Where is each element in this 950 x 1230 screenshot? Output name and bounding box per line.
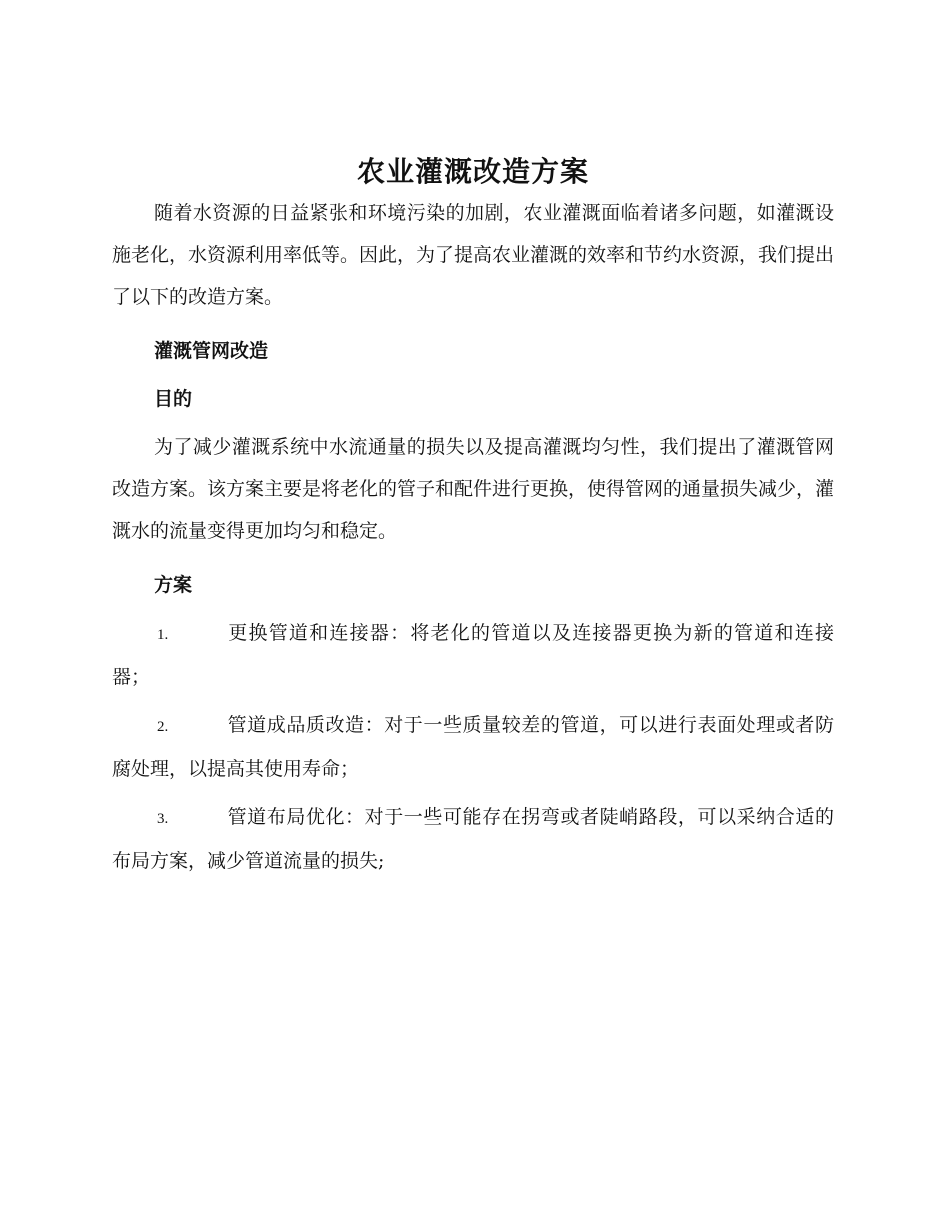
section-heading-pipe-network: 灌溉管网改造 (154, 340, 269, 362)
list-item (112, 704, 834, 790)
list-item-text: 管道成品质改造：对于一些质量较差的管道，可以进行表面处理或者防腐处理，以提高其使用寿命； (112, 714, 834, 780)
document-title: 农业灌溉改造方案 (356, 155, 589, 188)
list-item-text: 更换管道和连接器：将老化的管道以及连接器更换为新的管道和连接器； (112, 622, 834, 688)
purpose-paragraph: 为了减少灌溉系统中水流通量的损失以及提高灌溉均匀性，我们提出了灌溉管网改造方案。该方案主要是将老化的管子和配件进行更换，使得管网的通量损失减少，灌溉水的流量变得更加均匀和稳定。 (112, 436, 835, 542)
list-item (112, 612, 834, 698)
document-content (112, 150, 834, 882)
list-item-number: 1. (157, 627, 169, 643)
spacer (112, 552, 834, 564)
spacer (112, 318, 834, 330)
list-item (112, 796, 834, 882)
intro-paragraph: 随着水资源的日益紧张和环境污染的加剧，农业灌溉面临着诸多问题，如灌溉设施老化，水资源利用率低等。因此，为了提高农业灌溉的效率和节约水资源，我们提出了以下的改造方案。 (112, 202, 835, 308)
subheading-plan: 方案 (154, 574, 193, 596)
list-item-number: 2. (157, 719, 169, 735)
list-item-number: 3. (157, 811, 169, 827)
subheading-purpose: 目的 (154, 388, 193, 410)
list-item-text: 管道布局优化：对于一些可能存在拐弯或者陡峭路段，可以采纳合适的布局方案，减少管道流量的损失; (112, 806, 834, 872)
